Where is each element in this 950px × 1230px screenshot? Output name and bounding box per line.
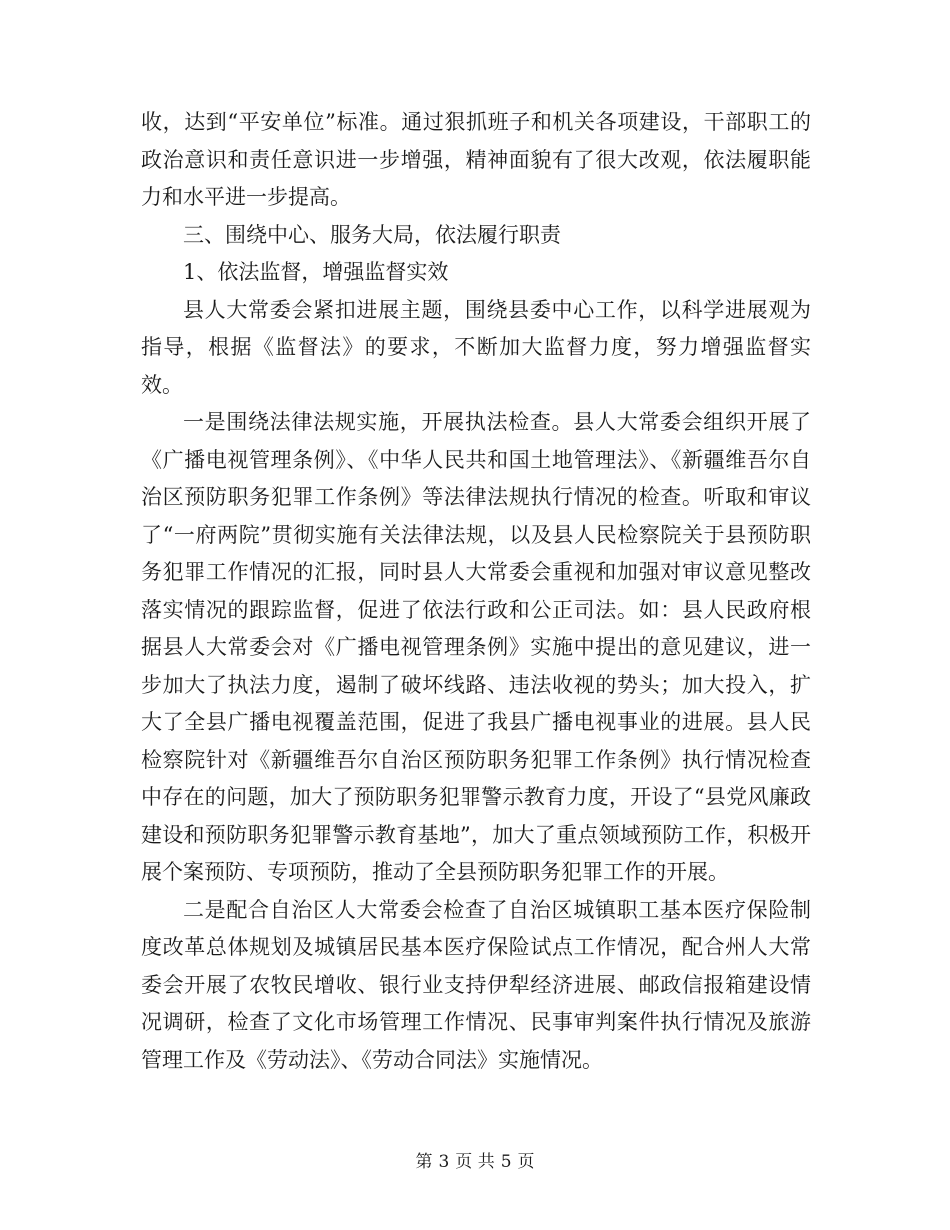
current-page-number: 3 (438, 1152, 450, 1172)
paragraph: 二是配合自治区人大常委会检查了自治区城镇职工基本医疗保险制度改革总体规划及城镇居民基本医疗保险试点工作情况，配合州人大常委会开展了农牧民增收、银行业支持伊犁经济进展、邮政信报箱建设情况调研，检查了文化市场管理工作情况、民事审判案件执行情况及旅游管理工作及《劳动法》、《劳动合同法》实施情况。 (141, 897, 811, 1072)
document-body (141, 104, 811, 1079)
paragraph: 一是围绕法律法规实施，开展执法检查。县人大常委会组织开展了《广播电视管理条例》、《中华人民共和国土地管理法》、《新疆维吾尔自治区预防职务犯罪工作条例》等法律法规执行情况的检查。听取和审议了“一府两院”贯彻实施有关法律法规，以及县人民检察院关于县预防职务犯罪工作情况的汇报，同时县人大常委会重视和加强对审议意见整改落实情况的跟踪监督，促进了依法行政和公正司法。如：县人民政府根据县人大常委会对《广播电视管理条例》实施中提出的意见建议，进一步加大了执法力度，遏制了破坏线路、违法收视的势头；加大投入，扩大了全县广播电视覆盖范围，促进了我县广播电视事业的进展。县人民检察院针对《新疆维吾尔自治区预防职务犯罪工作条例》执行情况检查中存在的问题，加大了预防职务犯罪警示教育力度，开设了“县党风廉政建设和预防职务犯罪警示教育基地”，加大了重点领域预防工作，积极开展个案预防、专项预防，推动了全县预防职务犯罪工作的开展。 (141, 410, 811, 884)
footer-middle: 页 共 (455, 1152, 495, 1172)
section-heading: 三、围绕中心、服务大局，依法履行职责 (183, 222, 561, 247)
page-footer (0, 1150, 950, 1174)
total-page-count: 5 (500, 1152, 512, 1172)
paragraph-continuation: 收，达到“平安单位”标准。通过狠抓班子和机关各项建设，干部职工的政治意识和责任意识进一步增强，精神面貌有了很大改观，依法履职能力和水平进一步提高。 (141, 110, 811, 209)
subsection-heading: 1、依法监督，增强监督实效 (183, 260, 449, 284)
footer-prefix: 第 (415, 1152, 433, 1172)
footer-suffix: 页 (517, 1152, 535, 1172)
paragraph: 县人大常委会紧扣进展主题，围绕县委中心工作，以科学进展观为指导，根据《监督法》的要求，不断加大监督力度，努力增强监督实效。 (141, 297, 811, 397)
